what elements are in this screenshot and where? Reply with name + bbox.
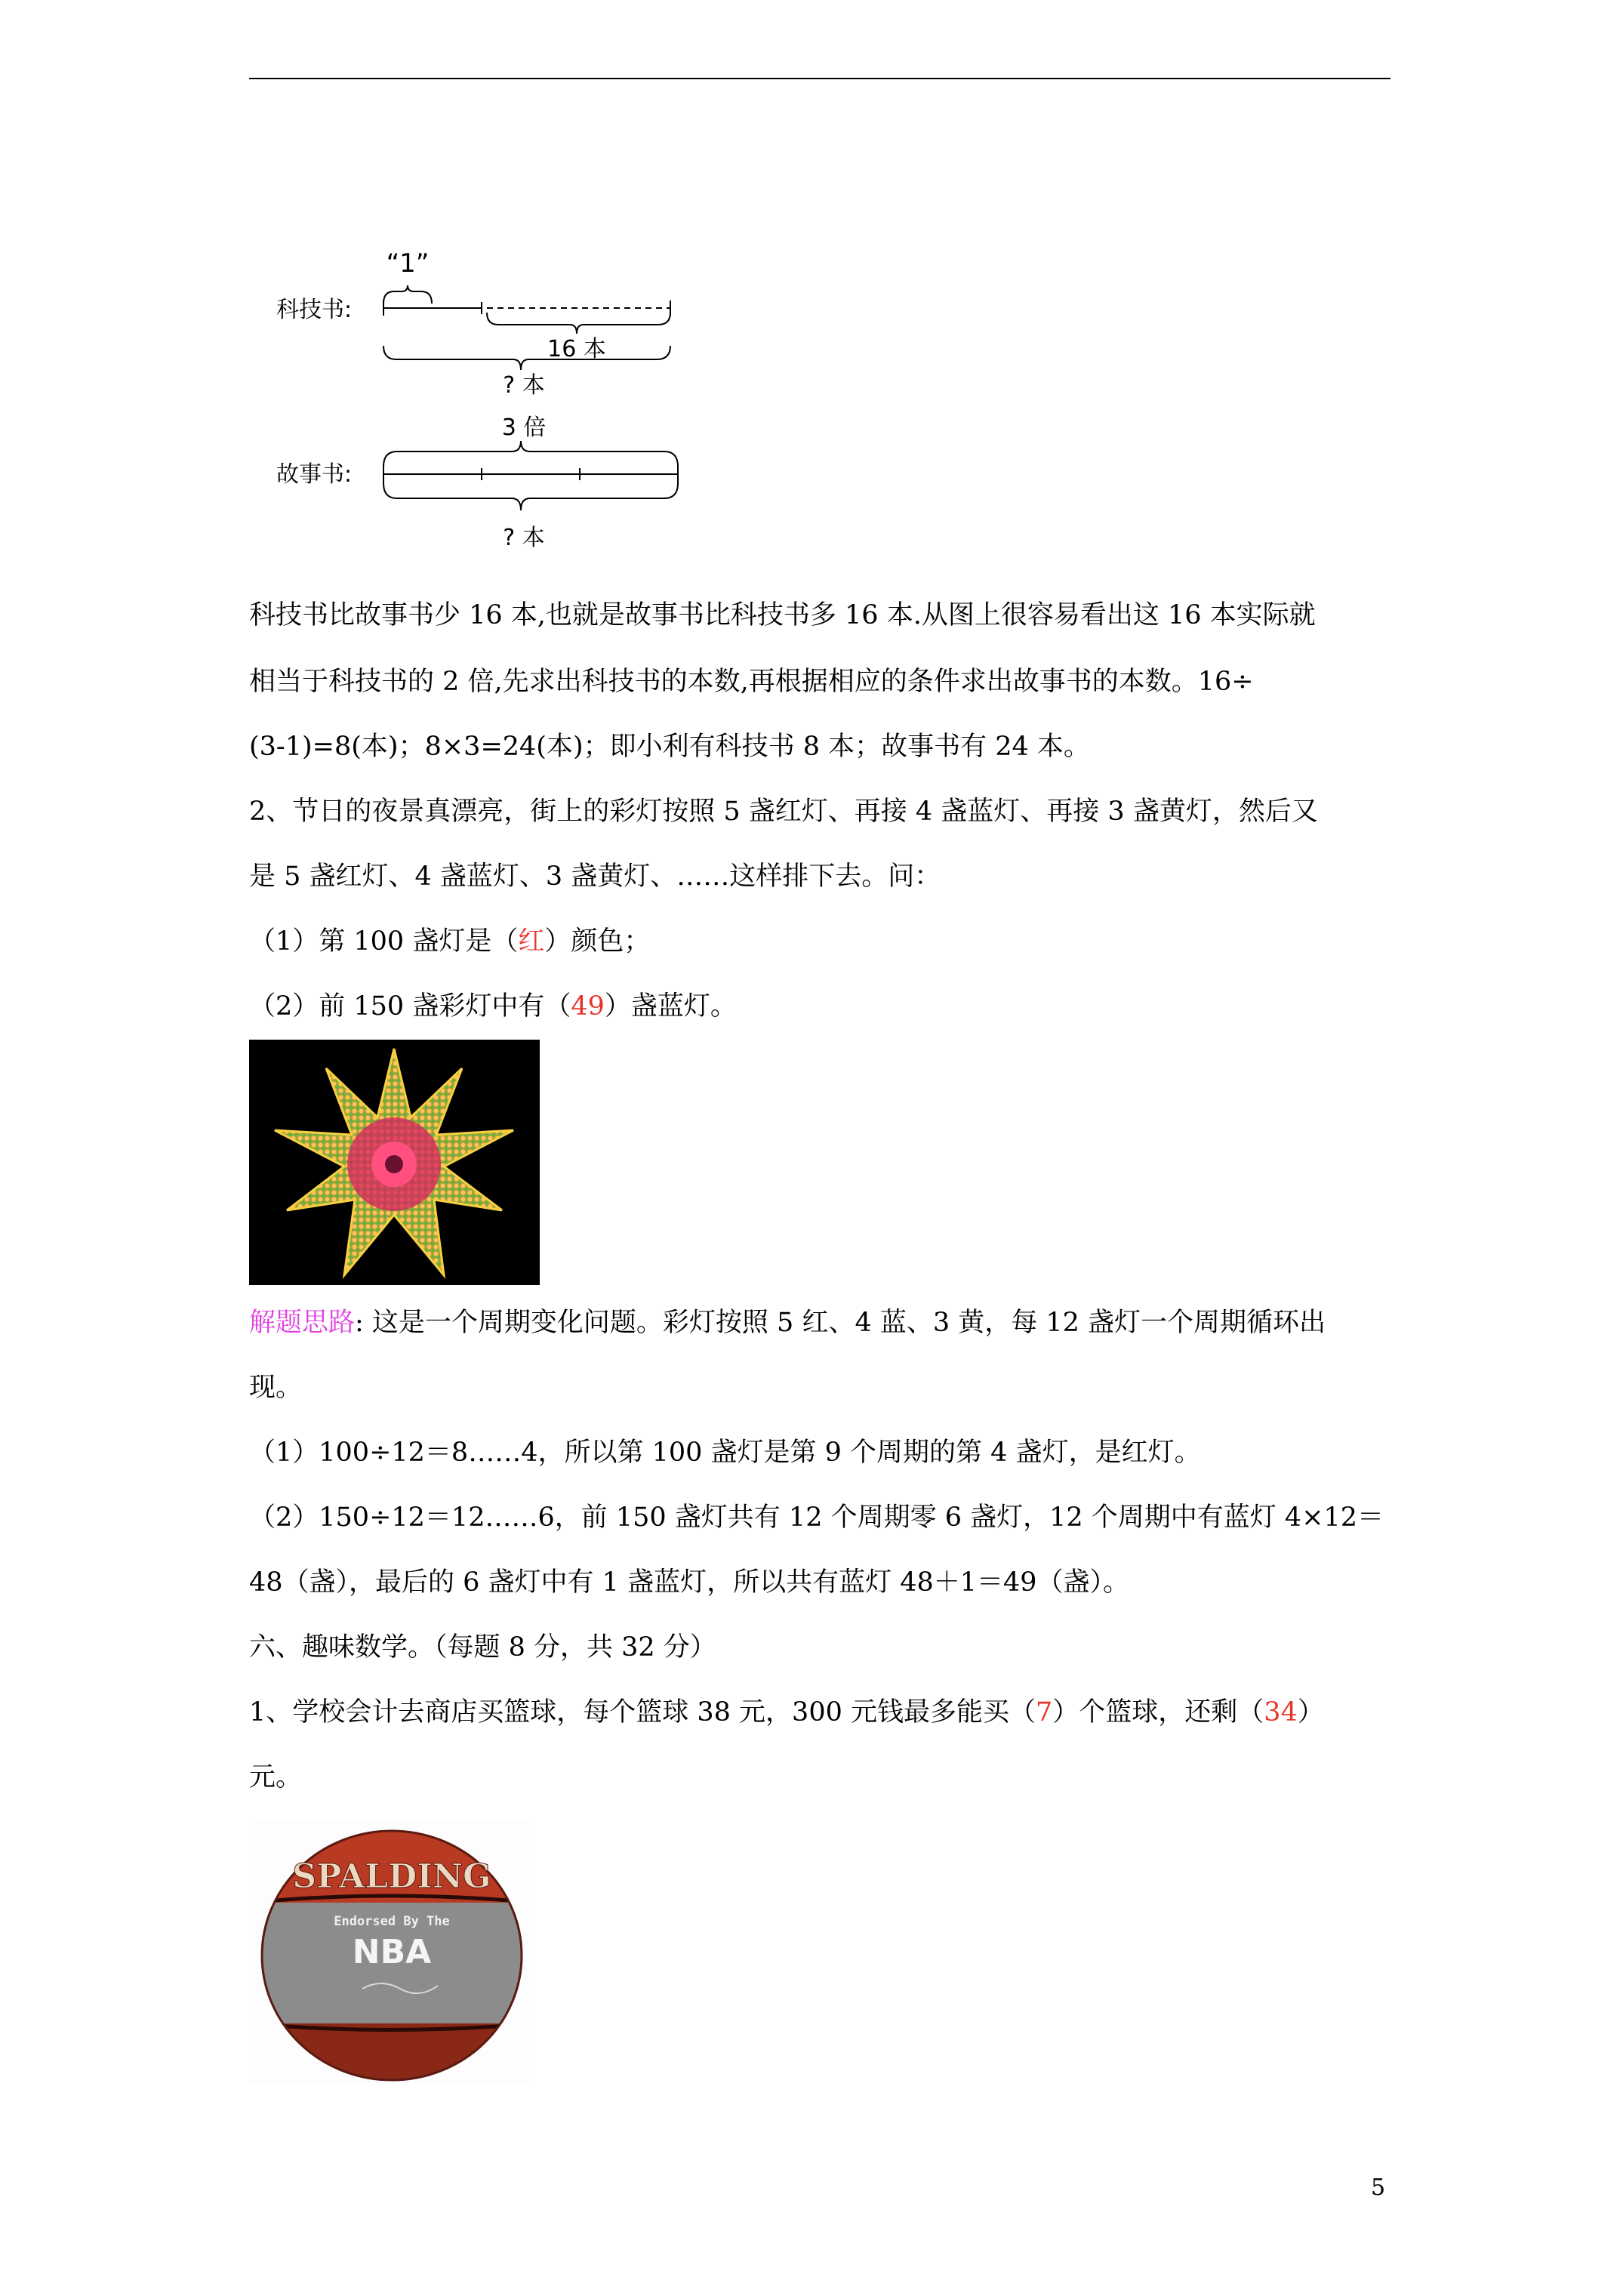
solution-2-line2: 48（盏），最后的 6 盏灯中有 1 盏蓝灯，所以共有蓝灯 48＋1＝49（盏）。 bbox=[249, 1567, 1130, 1598]
para1-line1: 科技书比故事书少 16 本,也就是故事书比科技书多 16 本.从图上很容易看出这 16 本实际就 bbox=[249, 600, 1316, 630]
problem6-1-line2: 元。 bbox=[249, 1762, 303, 1792]
answer-red: 红 bbox=[518, 926, 545, 957]
segment-diagram bbox=[272, 242, 694, 566]
solution-label: 解题思路 bbox=[249, 1308, 356, 1338]
ball-league: NBA bbox=[352, 1933, 432, 1971]
solution-1: （1）100÷12＝8……4，所以第 100 盏灯是第 9 个周期的第 4 盏灯，是红灯。 bbox=[249, 1438, 1201, 1468]
header-rule bbox=[249, 78, 1390, 79]
answer-7: 7 bbox=[1036, 1697, 1053, 1727]
section-six-heading: 六、趣味数学。（每题 8 分，共 32 分） bbox=[249, 1632, 716, 1663]
question-2: （2）前 150 盏彩灯中有（49）盏蓝灯。 bbox=[249, 991, 737, 1022]
brace-unit-one bbox=[383, 285, 432, 304]
star-lantern-photo bbox=[249, 1040, 540, 1285]
brace-story-total bbox=[383, 483, 678, 510]
problem2-line1: 2、节日的夜景真漂亮，街上的彩灯按照 5 盏红灯、再接 4 盏蓝灯、再接 3 盏黄灯，然后又 bbox=[249, 797, 1318, 827]
label-science-books: 科技书: bbox=[276, 297, 353, 323]
ball-brand: SPALDING bbox=[292, 1857, 491, 1896]
para1-line3: (3-1)=8(本)；8×3=24(本)；即小利有科技书 8 本；故事书有 24 本。 bbox=[249, 732, 1090, 762]
problem6-1-line1: 1、学校会计去商店买篮球，每个篮球 38 元，300 元钱最多能买（7）个篮球，还剩（34） bbox=[249, 1697, 1324, 1727]
problem2-line2: 是 5 盏红灯、4 盏蓝灯、3 盏黄灯、……这样排下去。问： bbox=[249, 861, 941, 892]
solution-line1: 解题思路: 这是一个周期变化问题。彩灯按照 5 红、4 蓝、3 黄，每 12 盏灯一个周期循环出 bbox=[249, 1308, 1326, 1338]
label-science-question: ? 本 bbox=[503, 372, 545, 399]
label-three-times: 3 倍 bbox=[501, 415, 547, 441]
answer-49: 49 bbox=[571, 991, 605, 1022]
label-16-books: 16 本 bbox=[547, 336, 606, 362]
label-unit-one: “1” bbox=[386, 248, 430, 279]
brace-three-times bbox=[383, 441, 678, 467]
brace-science-total bbox=[383, 346, 670, 370]
question-1: （1）第 100 盏灯是（红）颜色； bbox=[249, 926, 651, 957]
page-number: 5 bbox=[1371, 2174, 1386, 2201]
para1-line2: 相当于科技书的 2 倍,先求出科技书的本数,再根据相应的条件求出故事书的本数。16÷ bbox=[249, 667, 1254, 697]
solution-2-line1: （2）150÷12＝12……6，前 150 盏灯共有 12 个周期零 6 盏灯，12 个周期中有蓝灯 4×12＝ bbox=[249, 1502, 1384, 1533]
basketball-photo bbox=[249, 1821, 534, 2084]
brace-16 bbox=[487, 313, 670, 334]
label-story-books: 故事书: bbox=[276, 461, 353, 488]
answer-34: 34 bbox=[1264, 1697, 1298, 1727]
solution-line2: 现。 bbox=[249, 1373, 303, 1403]
ball-endorse: Endorsed By The bbox=[334, 1914, 450, 1929]
label-story-question: ? 本 bbox=[503, 525, 545, 551]
